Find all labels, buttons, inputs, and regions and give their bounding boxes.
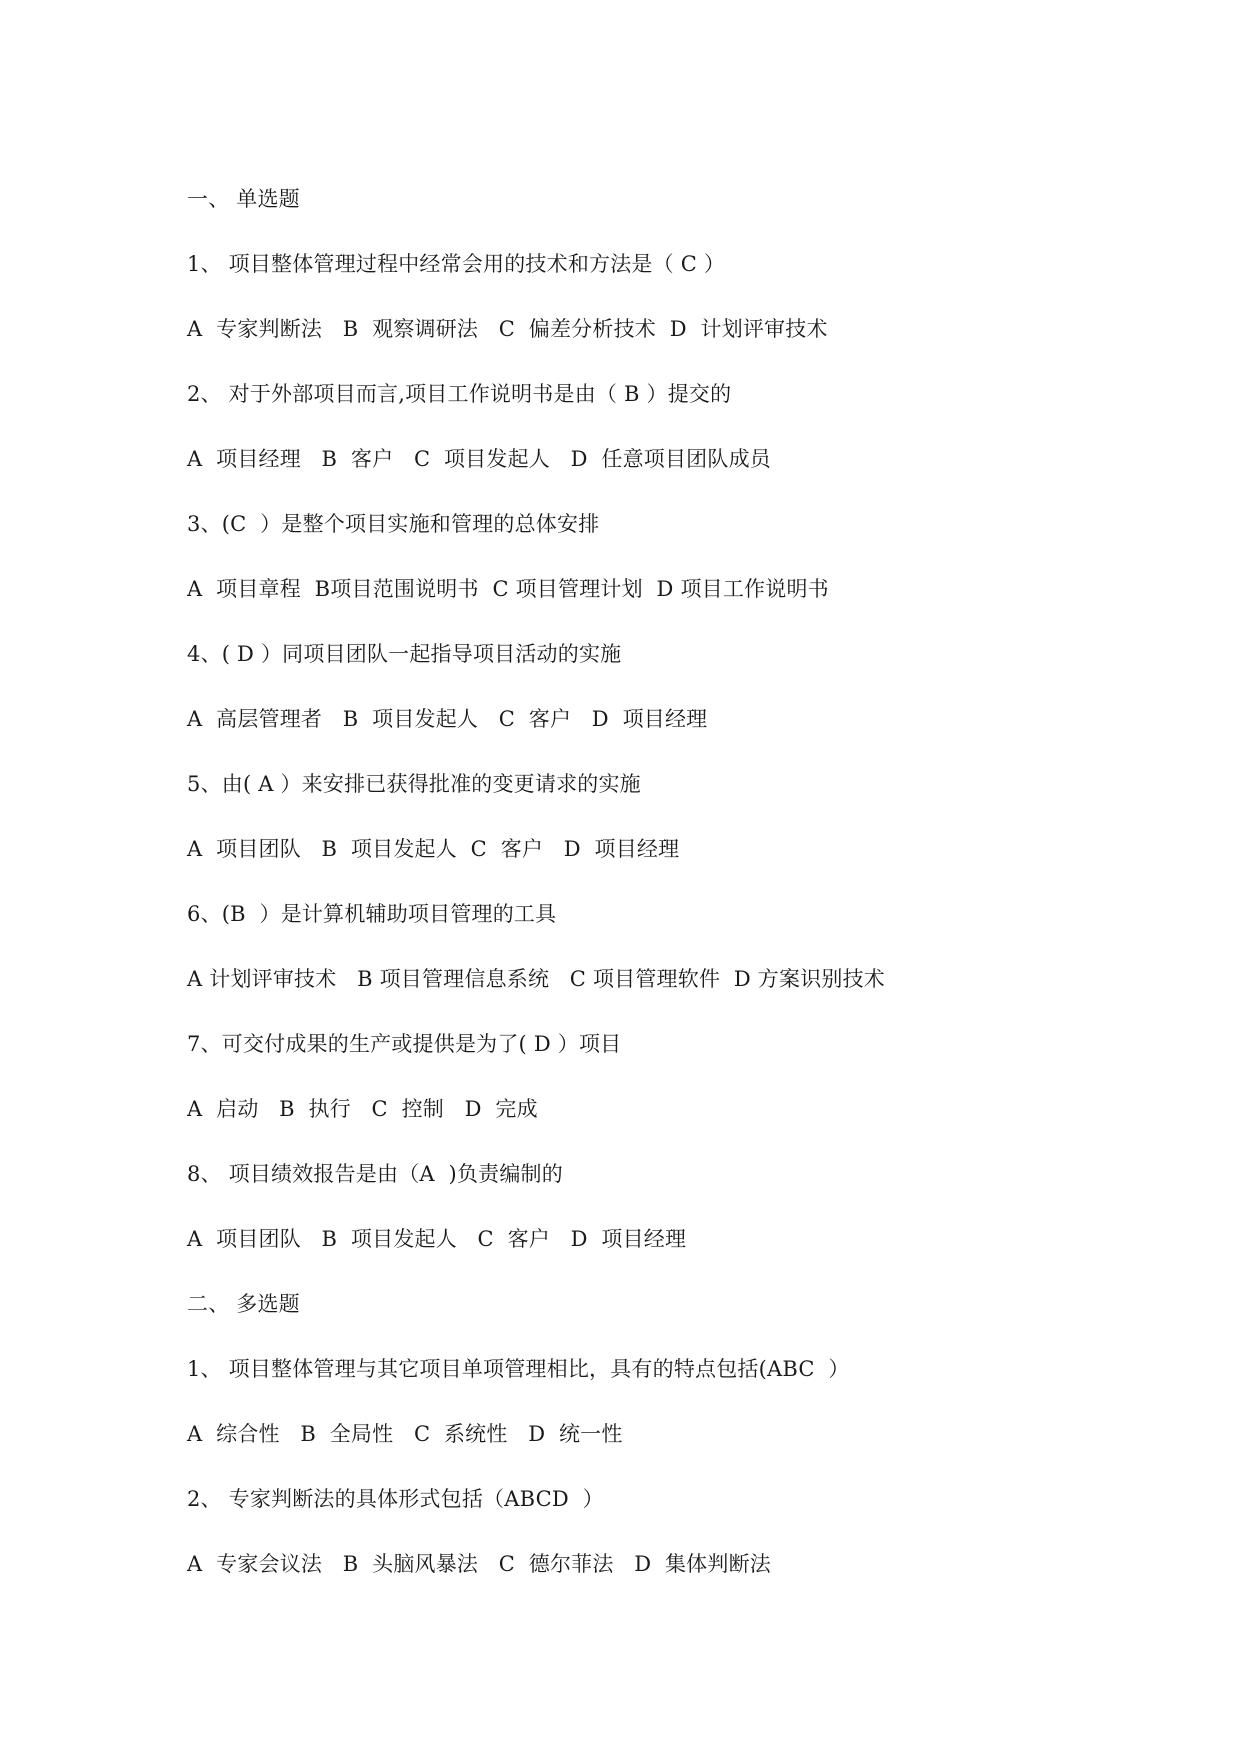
question-stem: 5、由( A ）来安排已获得批准的变更请求的实施 [187, 772, 641, 796]
question-stem: 3、(C ）是整个项目实施和管理的总体安排 [187, 512, 600, 536]
question-stem: 6、(B ）是计算机辅助项目管理的工具 [187, 902, 557, 926]
question-stem: 1、 项目整体管理过程中经常会用的技术和方法是（ C ） [187, 252, 726, 276]
question-options: A 高层管理者 B 项目发起人 C 客户 D 项目经理 [187, 707, 708, 731]
question-stem: 4、( D ）同项目团队一起指导项目活动的实施 [187, 642, 622, 666]
question-stem: 7、可交付成果的生产或提供是为了( D ）项目 [187, 1032, 622, 1056]
section-heading-single-choice: 一、 单选题 [187, 187, 300, 211]
question-options: A 计划评审技术 B 项目管理信息系统 C 项目管理软件 D 方案识别技术 [187, 967, 886, 991]
question-options: A 综合性 B 全局性 C 系统性 D 统一性 [187, 1422, 623, 1446]
question-options: A 项目团队 B 项目发起人 C 客户 D 项目经理 [187, 837, 680, 861]
question-options: A 专家判断法 B 观察调研法 C 偏差分析技术 D 计划评审技术 [187, 317, 828, 341]
section-heading-multiple-choice: 二、 多选题 [187, 1292, 300, 1316]
question-stem: 8、 项目绩效报告是由（A )负责编制的 [187, 1162, 563, 1186]
question-options: A 项目经理 B 客户 C 项目发起人 D 任意项目团队成员 [187, 447, 771, 471]
question-stem: 2、 专家判断法的具体形式包括（ABCD ） [187, 1487, 604, 1511]
document-body [187, 183, 1087, 1613]
question-stem: 2、 对于外部项目而言,项目工作说明书是由（ B ）提交的 [187, 382, 732, 406]
question-stem: 1、 项目整体管理与其它项目单项管理相比，具有的特点包括(ABC ） [187, 1357, 850, 1381]
question-options: A 项目章程 B项目范围说明书 C 项目管理计划 D 项目工作说明书 [187, 577, 829, 601]
question-options: A 专家会议法 B 头脑风暴法 C 德尔菲法 D 集体判断法 [187, 1552, 771, 1576]
question-options: A 项目团队 B 项目发起人 C 客户 D 项目经理 [187, 1227, 687, 1251]
question-options: A 启动 B 执行 C 控制 D 完成 [187, 1097, 538, 1121]
